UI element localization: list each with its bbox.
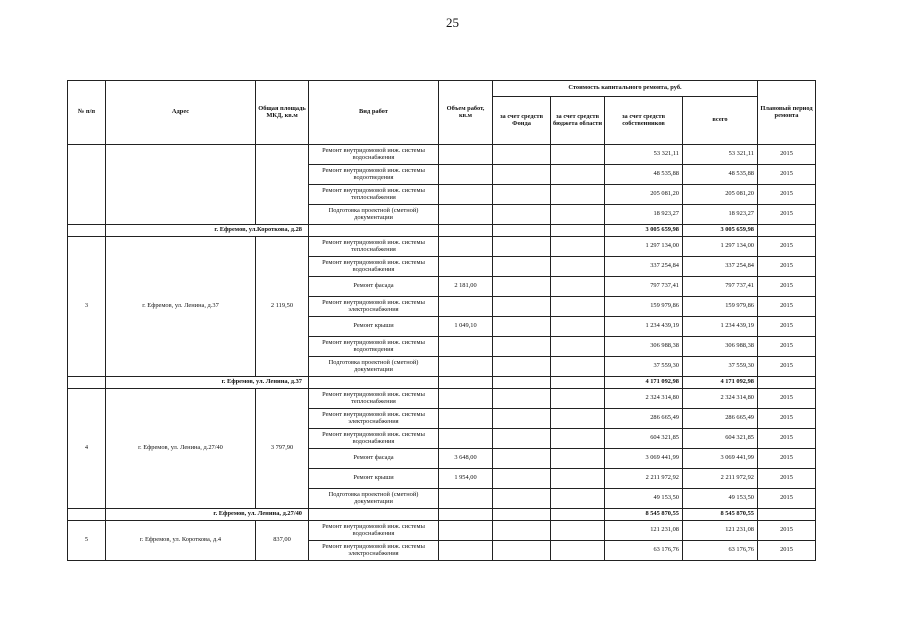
fund-cell: [493, 145, 551, 165]
work-type-cell: Подготовка проектной (сметной) документации: [309, 357, 439, 377]
period-cell: 2015: [758, 449, 816, 469]
period-cell: 2015: [758, 205, 816, 225]
budget-cell: [551, 469, 605, 489]
subtotal-num-cell: [68, 509, 106, 521]
work-type-cell: Ремонт крыши: [309, 469, 439, 489]
fund-cell: [493, 541, 551, 561]
period-cell: 2015: [758, 521, 816, 541]
area-cell: [256, 145, 309, 225]
total-cost-cell: 1 297 134,00: [683, 237, 758, 257]
total-cost-cell: 48 535,88: [683, 165, 758, 185]
work-type-cell: Подготовка проектной (сметной) документации: [309, 205, 439, 225]
period-cell: 2015: [758, 165, 816, 185]
header-cost-group: Стоимость капитального ремонта, руб.: [493, 81, 758, 97]
subtotal-num-cell: [68, 225, 106, 237]
fund-cell: [493, 357, 551, 377]
owners-cost-cell: 1 234 439,19: [605, 317, 683, 337]
period-cell: 2015: [758, 429, 816, 449]
subtotal-budget-cell: [551, 377, 605, 389]
total-cost-cell: 1 234 439,19: [683, 317, 758, 337]
work-type-cell: Ремонт внутридомовой инж. системы электроснабжения: [309, 541, 439, 561]
header-fund: за счет средств Фонда: [493, 97, 551, 145]
row-number-cell: 4: [68, 389, 106, 509]
volume-cell: [439, 489, 493, 509]
volume-cell: [439, 257, 493, 277]
address-cell: г. Ефремов, ул. Ленина, д.37: [106, 237, 256, 377]
budget-cell: [551, 337, 605, 357]
owners-cost-cell: 37 559,30: [605, 357, 683, 377]
owners-cost-cell: 63 176,76: [605, 541, 683, 561]
volume-cell: [439, 357, 493, 377]
total-cost-cell: 63 176,76: [683, 541, 758, 561]
volume-cell: [439, 185, 493, 205]
subtotal-row: [68, 225, 816, 237]
work-type-cell: Ремонт внутридомовой инж. системы теплоснабжения: [309, 237, 439, 257]
subtotal-volume-cell: [439, 225, 493, 237]
work-type-cell: Ремонт крыши: [309, 317, 439, 337]
budget-cell: [551, 409, 605, 429]
subtotal-row: [68, 509, 816, 521]
fund-cell: [493, 205, 551, 225]
subtotal-period-cell: [758, 509, 816, 521]
subtotal-owners-cell: 4 171 092,98: [605, 377, 683, 389]
owners-cost-cell: 286 665,49: [605, 409, 683, 429]
total-cost-cell: 286 665,49: [683, 409, 758, 429]
header-total: всего: [683, 97, 758, 145]
fund-cell: [493, 257, 551, 277]
fund-cell: [493, 409, 551, 429]
fund-cell: [493, 449, 551, 469]
work-type-cell: Ремонт внутридомовой инж. системы водоснабжения: [309, 521, 439, 541]
owners-cost-cell: 49 153,50: [605, 489, 683, 509]
period-cell: 2015: [758, 277, 816, 297]
total-cost-cell: 306 988,38: [683, 337, 758, 357]
owners-cost-cell: 2 211 972,92: [605, 469, 683, 489]
budget-cell: [551, 185, 605, 205]
subtotal-period-cell: [758, 377, 816, 389]
header-budget: за счет средств бюджета области: [551, 97, 605, 145]
owners-cost-cell: 604 321,85: [605, 429, 683, 449]
header-num: № п/п: [68, 81, 106, 145]
fund-cell: [493, 489, 551, 509]
volume-cell: [439, 237, 493, 257]
area-cell: 837,00: [256, 521, 309, 561]
total-cost-cell: 2 211 972,92: [683, 469, 758, 489]
fund-cell: [493, 469, 551, 489]
budget-cell: [551, 357, 605, 377]
owners-cost-cell: 48 535,88: [605, 165, 683, 185]
work-type-cell: Ремонт внутридомовой инж. системы водоснабжения: [309, 145, 439, 165]
volume-cell: [439, 521, 493, 541]
subtotal-owners-cell: 3 005 659,98: [605, 225, 683, 237]
total-cost-cell: 18 923,27: [683, 205, 758, 225]
address-cell: г. Ефремов, ул. Короткова, д.4: [106, 521, 256, 561]
work-type-cell: Подготовка проектной (сметной) документации: [309, 489, 439, 509]
budget-cell: [551, 145, 605, 165]
row-number-cell: [68, 145, 106, 225]
fund-cell: [493, 277, 551, 297]
budget-cell: [551, 541, 605, 561]
fund-cell: [493, 297, 551, 317]
capital-repair-table: [67, 80, 816, 561]
header-address: Адрес: [106, 81, 256, 145]
total-cost-cell: 121 231,08: [683, 521, 758, 541]
page-number: 25: [446, 15, 459, 30]
work-type-cell: Ремонт внутридомовой инж. системы водоотведения: [309, 165, 439, 185]
subtotal-num-cell: [68, 377, 106, 389]
fund-cell: [493, 165, 551, 185]
volume-cell: [439, 337, 493, 357]
table-row: [68, 389, 816, 409]
owners-cost-cell: 797 737,41: [605, 277, 683, 297]
fund-cell: [493, 521, 551, 541]
budget-cell: [551, 489, 605, 509]
subtotal-work-cell: [309, 377, 439, 389]
table-body: [68, 145, 816, 561]
period-cell: 2015: [758, 337, 816, 357]
total-cost-cell: 205 081,20: [683, 185, 758, 205]
period-cell: 2015: [758, 145, 816, 165]
budget-cell: [551, 205, 605, 225]
fund-cell: [493, 337, 551, 357]
subtotal-volume-cell: [439, 377, 493, 389]
period-cell: 2015: [758, 297, 816, 317]
total-cost-cell: 37 559,30: [683, 357, 758, 377]
address-cell: [106, 145, 256, 225]
period-cell: 2015: [758, 357, 816, 377]
owners-cost-cell: 2 324 314,80: [605, 389, 683, 409]
owners-cost-cell: 159 979,86: [605, 297, 683, 317]
period-cell: 2015: [758, 489, 816, 509]
owners-cost-cell: 121 231,08: [605, 521, 683, 541]
period-cell: 2015: [758, 317, 816, 337]
period-cell: 2015: [758, 389, 816, 409]
header-period: Плановый период ремонта: [758, 81, 816, 145]
owners-cost-cell: 306 988,38: [605, 337, 683, 357]
subtotal-label: г. Ефремов, ул.Короткова, д.28: [106, 225, 309, 237]
subtotal-fund-cell: [493, 509, 551, 521]
work-type-cell: Ремонт внутридомовой инж. системы водоотведения: [309, 337, 439, 357]
work-type-cell: Ремонт внутридомовой инж. системы электроснабжения: [309, 409, 439, 429]
volume-cell: [439, 297, 493, 317]
budget-cell: [551, 521, 605, 541]
volume-cell: [439, 541, 493, 561]
volume-cell: [439, 145, 493, 165]
header-work-type: Вид работ: [309, 81, 439, 145]
table-row: [68, 145, 816, 165]
budget-cell: [551, 449, 605, 469]
fund-cell: [493, 389, 551, 409]
subtotal-budget-cell: [551, 509, 605, 521]
row-number-cell: 3: [68, 237, 106, 377]
total-cost-cell: 53 321,11: [683, 145, 758, 165]
work-type-cell: Ремонт фасада: [309, 449, 439, 469]
area-cell: 3 797,90: [256, 389, 309, 509]
total-cost-cell: 159 979,86: [683, 297, 758, 317]
owners-cost-cell: 53 321,11: [605, 145, 683, 165]
period-cell: 2015: [758, 185, 816, 205]
subtotal-volume-cell: [439, 509, 493, 521]
header-volume: Объем работ, кв.м: [439, 81, 493, 145]
budget-cell: [551, 429, 605, 449]
period-cell: 2015: [758, 409, 816, 429]
fund-cell: [493, 237, 551, 257]
total-cost-cell: 3 069 441,99: [683, 449, 758, 469]
work-type-cell: Ремонт фасада: [309, 277, 439, 297]
table-row: [68, 237, 816, 257]
volume-cell: [439, 409, 493, 429]
work-type-cell: Ремонт внутридомовой инж. системы электроснабжения: [309, 297, 439, 317]
volume-cell: 1 049,10: [439, 317, 493, 337]
work-type-cell: Ремонт внутридомовой инж. системы водоснабжения: [309, 429, 439, 449]
owners-cost-cell: 1 297 134,00: [605, 237, 683, 257]
fund-cell: [493, 429, 551, 449]
period-cell: 2015: [758, 257, 816, 277]
header-owners: за счет средств собственников: [605, 97, 683, 145]
total-cost-cell: 337 254,84: [683, 257, 758, 277]
budget-cell: [551, 297, 605, 317]
total-cost-cell: 797 737,41: [683, 277, 758, 297]
volume-cell: [439, 389, 493, 409]
work-type-cell: Ремонт внутридомовой инж. системы водоснабжения: [309, 257, 439, 277]
budget-cell: [551, 257, 605, 277]
header-area: Общая площадь МКД, кв.м: [256, 81, 309, 145]
budget-cell: [551, 277, 605, 297]
subtotal-budget-cell: [551, 225, 605, 237]
total-cost-cell: 604 321,85: [683, 429, 758, 449]
subtotal-fund-cell: [493, 225, 551, 237]
total-cost-cell: 49 153,50: [683, 489, 758, 509]
volume-cell: [439, 165, 493, 185]
period-cell: 2015: [758, 541, 816, 561]
address-cell: г. Ефремов, ул. Ленина, д.27/40: [106, 389, 256, 509]
area-cell: 2 119,50: [256, 237, 309, 377]
owners-cost-cell: 337 254,84: [605, 257, 683, 277]
volume-cell: 2 181,00: [439, 277, 493, 297]
budget-cell: [551, 237, 605, 257]
volume-cell: [439, 429, 493, 449]
subtotal-period-cell: [758, 225, 816, 237]
owners-cost-cell: 3 069 441,99: [605, 449, 683, 469]
owners-cost-cell: 18 923,27: [605, 205, 683, 225]
subtotal-label: г. Ефремов, ул. Ленина, д.27/40: [106, 509, 309, 521]
subtotal-row: [68, 377, 816, 389]
fund-cell: [493, 317, 551, 337]
subtotal-work-cell: [309, 225, 439, 237]
row-number-cell: 5: [68, 521, 106, 561]
work-type-cell: Ремонт внутридомовой инж. системы теплоснабжения: [309, 185, 439, 205]
budget-cell: [551, 165, 605, 185]
volume-cell: [439, 205, 493, 225]
owners-cost-cell: 205 081,20: [605, 185, 683, 205]
volume-cell: 3 648,00: [439, 449, 493, 469]
work-type-cell: Ремонт внутридомовой инж. системы теплоснабжения: [309, 389, 439, 409]
period-cell: 2015: [758, 237, 816, 257]
fund-cell: [493, 185, 551, 205]
subtotal-total-cell: 8 545 870,55: [683, 509, 758, 521]
table-row: [68, 521, 816, 541]
subtotal-work-cell: [309, 509, 439, 521]
budget-cell: [551, 317, 605, 337]
subtotal-owners-cell: 8 545 870,55: [605, 509, 683, 521]
subtotal-total-cell: 3 005 659,98: [683, 225, 758, 237]
period-cell: 2015: [758, 469, 816, 489]
subtotal-total-cell: 4 171 092,98: [683, 377, 758, 389]
volume-cell: 1 954,00: [439, 469, 493, 489]
subtotal-fund-cell: [493, 377, 551, 389]
total-cost-cell: 2 324 314,80: [683, 389, 758, 409]
budget-cell: [551, 389, 605, 409]
subtotal-label: г. Ефремов, ул. Ленина, д.37: [106, 377, 309, 389]
